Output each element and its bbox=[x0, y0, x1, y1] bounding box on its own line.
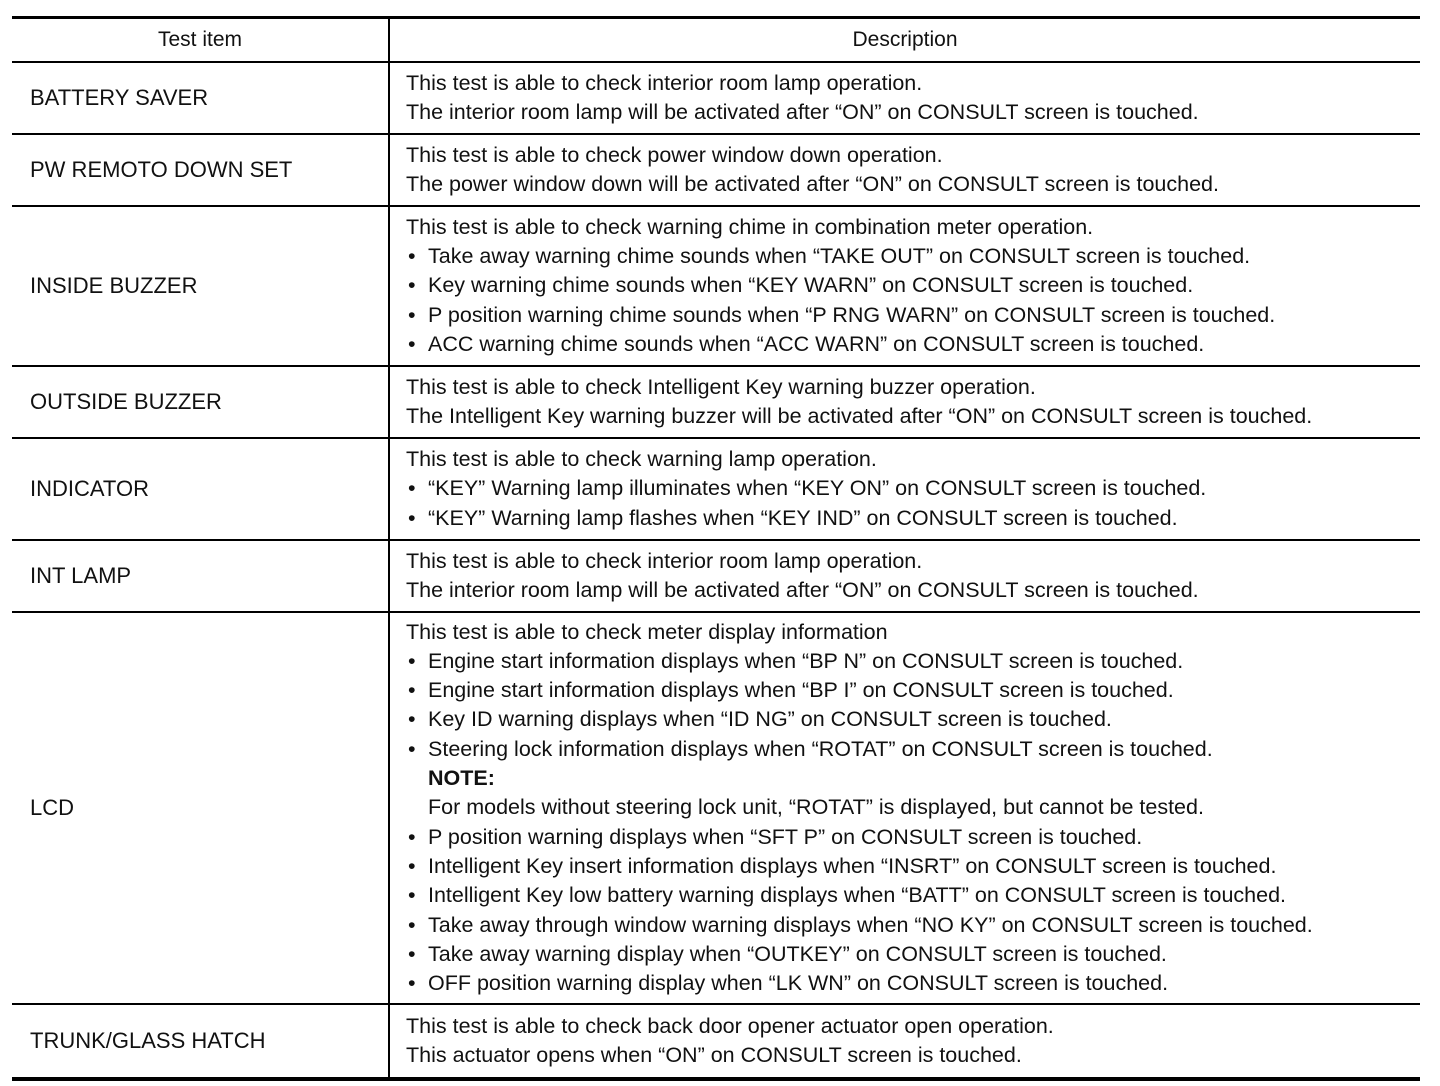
description-bullet-line bbox=[406, 301, 1420, 330]
bullet-icon: • bbox=[408, 707, 416, 732]
description-cell bbox=[390, 541, 1420, 611]
bullet-icon: • bbox=[408, 302, 416, 327]
description-line: This test is able to check Intelligent Key warning buzzer operation. bbox=[406, 374, 1036, 399]
table-row bbox=[12, 207, 1420, 367]
bullet-icon: • bbox=[408, 331, 416, 356]
bullet-icon: • bbox=[408, 476, 416, 501]
test-item-cell: INT LAMP bbox=[12, 541, 390, 611]
description-bullet-line bbox=[406, 911, 1420, 940]
header-test-item: Test item bbox=[12, 19, 390, 61]
description-text: Steering lock information displays when “ROTAT” on CONSULT screen is touched. bbox=[428, 736, 1213, 761]
table-row bbox=[12, 135, 1420, 207]
test-item-cell: INDICATOR bbox=[12, 439, 390, 539]
description-text: P position warning displays when “SFT P” on CONSULT screen is touched. bbox=[428, 824, 1143, 849]
bullet-icon: • bbox=[408, 244, 416, 269]
description-text: Intelligent Key low battery warning displays when “BATT” on CONSULT screen is touched. bbox=[428, 883, 1286, 908]
table-row bbox=[12, 613, 1420, 1005]
test-item-cell: BATTERY SAVER bbox=[12, 63, 390, 133]
description-line: This actuator opens when “ON” on CONSULT screen is touched. bbox=[406, 1043, 1022, 1067]
description-line: This test is able to check interior room lamp operation. bbox=[406, 70, 923, 95]
description-cell bbox=[390, 207, 1420, 365]
description-text: Intelligent Key insert information displays when “INSRT” on CONSULT screen is touched. bbox=[428, 853, 1277, 878]
description-line: This test is able to check meter display information bbox=[406, 619, 888, 644]
description-line: The interior room lamp will be activated after “ON” on CONSULT screen is touched. bbox=[406, 578, 1199, 602]
description-text: Engine start information displays when “BP N” on CONSULT screen is touched. bbox=[428, 648, 1184, 673]
table-row bbox=[12, 1005, 1420, 1077]
description-bullet-line bbox=[406, 823, 1420, 852]
description-line: This test is able to check back door opener actuator open operation. bbox=[406, 1013, 1054, 1038]
table-bottom-rule bbox=[12, 1077, 1420, 1081]
bullet-icon: • bbox=[408, 505, 416, 530]
description-text: “KEY” Warning lamp illuminates when “KEY ON” on CONSULT screen is touched. bbox=[428, 476, 1207, 501]
bullet-icon: • bbox=[408, 883, 416, 908]
bullet-icon: • bbox=[408, 736, 416, 761]
description-line: This test is able to check warning lamp operation. bbox=[406, 447, 877, 472]
test-item-cell: PW REMOTO DOWN SET bbox=[12, 135, 390, 205]
description-line: The power window down will be activated after “ON” on CONSULT screen is touched. bbox=[406, 172, 1219, 196]
description-line: The Intelligent Key warning buzzer will be activated after “ON” on CONSULT screen is touched. bbox=[406, 404, 1313, 428]
description-bullet-line bbox=[406, 330, 1420, 359]
description-text: Take away through window warning displays when “NO KY” on CONSULT screen is touched. bbox=[428, 912, 1313, 937]
test-item-table bbox=[12, 16, 1420, 1081]
bullet-icon: • bbox=[408, 273, 416, 298]
description-bullet-line bbox=[406, 504, 1420, 533]
description-bullet-line bbox=[406, 940, 1420, 969]
table-body bbox=[12, 63, 1420, 1077]
bullet-icon: • bbox=[408, 941, 416, 966]
description-cell bbox=[390, 367, 1420, 437]
bullet-icon: • bbox=[408, 853, 416, 878]
bullet-icon: • bbox=[408, 678, 416, 703]
description-bullet-line bbox=[406, 647, 1420, 676]
description-text: P position warning chime sounds when “P RNG WARN” on CONSULT screen is touched. bbox=[428, 302, 1276, 327]
description-line: This test is able to check interior room lamp operation. bbox=[406, 548, 923, 573]
test-item-cell: INSIDE BUZZER bbox=[12, 207, 390, 365]
bullet-icon: • bbox=[408, 648, 416, 673]
description-bullet-line bbox=[406, 705, 1420, 734]
note-label: NOTE: bbox=[428, 766, 495, 791]
description-bullet-line bbox=[406, 242, 1420, 271]
bullet-icon: • bbox=[408, 912, 416, 937]
description-line: This test is able to check power window down operation. bbox=[406, 142, 943, 167]
table-row bbox=[12, 541, 1420, 613]
description-bullet-line bbox=[406, 852, 1420, 881]
table-row bbox=[12, 439, 1420, 541]
description-cell bbox=[390, 613, 1420, 1003]
bullet-icon: • bbox=[408, 824, 416, 849]
table-row bbox=[12, 63, 1420, 135]
description-text: Take away warning chime sounds when “TAKE OUT” on CONSULT screen is touched. bbox=[428, 244, 1251, 269]
description-line: This test is able to check warning chime in combination meter operation. bbox=[406, 214, 1094, 239]
description-text: “KEY” Warning lamp flashes when “KEY IND” on CONSULT screen is touched. bbox=[428, 505, 1178, 530]
test-item-cell: LCD bbox=[12, 613, 390, 1003]
description-line: The interior room lamp will be activated after “ON” on CONSULT screen is touched. bbox=[406, 100, 1199, 124]
header-description: Description bbox=[852, 28, 958, 51]
description-bullet-line bbox=[406, 474, 1420, 503]
test-item-cell: TRUNK/GLASS HATCH bbox=[12, 1005, 390, 1077]
description-text: Engine start information displays when “BP I” on CONSULT screen is touched. bbox=[428, 678, 1174, 703]
description-bullet-line bbox=[406, 271, 1420, 300]
description-text: OFF position warning display when “LK WN” on CONSULT screen is touched. bbox=[428, 971, 1169, 996]
table-header-row bbox=[12, 19, 1420, 63]
table-row bbox=[12, 367, 1420, 439]
description-cell bbox=[390, 1005, 1420, 1077]
description-cell bbox=[390, 135, 1420, 205]
description-text: Key warning chime sounds when “KEY WARN” on CONSULT screen is touched. bbox=[428, 273, 1194, 298]
description-bullet-line bbox=[406, 676, 1420, 705]
test-item-cell: OUTSIDE BUZZER bbox=[12, 367, 390, 437]
description-text: ACC warning chime sounds when “ACC WARN” on CONSULT screen is touched. bbox=[428, 331, 1205, 356]
description-bullet-line bbox=[406, 735, 1420, 764]
description-bullet-line bbox=[406, 881, 1420, 910]
description-cell bbox=[390, 63, 1420, 133]
description-text: Key ID warning displays when “ID NG” on CONSULT screen is touched. bbox=[428, 707, 1112, 732]
description-line: For models without steering lock unit, “ROTAT” is displayed, but cannot be tested. bbox=[428, 795, 1204, 820]
description-cell bbox=[390, 439, 1420, 539]
bullet-icon: • bbox=[408, 971, 416, 996]
description-bullet-line bbox=[406, 969, 1420, 998]
description-text: Take away warning display when “OUTKEY” on CONSULT screen is touched. bbox=[428, 941, 1167, 966]
